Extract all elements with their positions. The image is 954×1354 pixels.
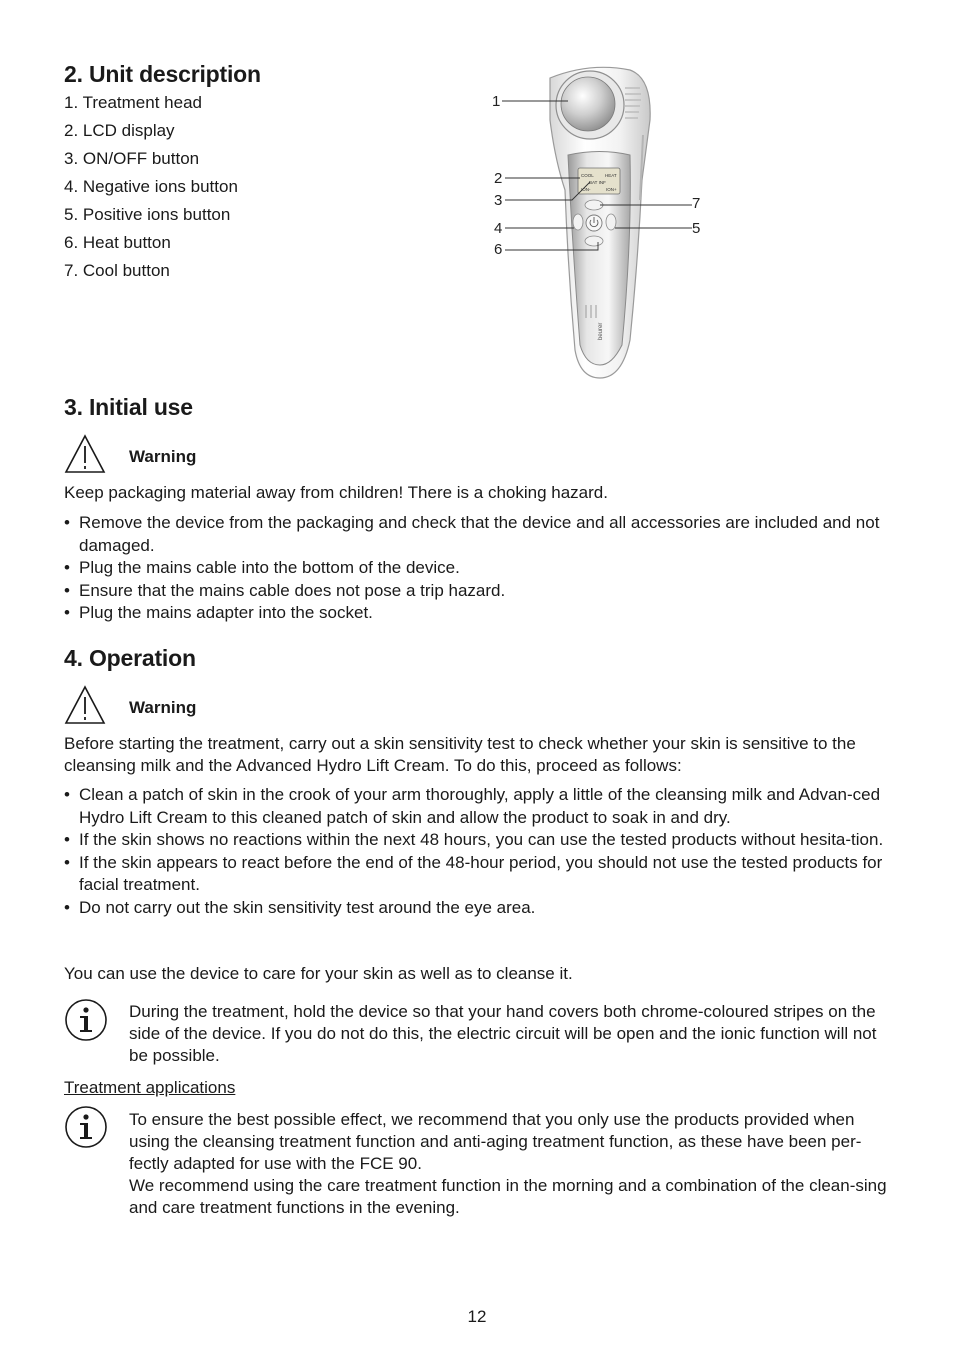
lcd-text: ION-	[581, 187, 591, 192]
info-icon	[64, 998, 108, 1042]
diagram-label: 7	[692, 195, 701, 212]
info-note: During the treatment, hold the device so that your hand covers both chrome-coloured stripes on the side of the device. If you do not do this, the electric circuit will be open and the ionic function will not be possible.	[129, 1002, 877, 1065]
unit-part-item: 1. Treatment head	[64, 93, 202, 112]
unit-part-item: 7. Cool button	[64, 261, 170, 280]
unit-part-item: 4. Negative ions button	[64, 177, 238, 196]
diagram-label: 5	[692, 220, 701, 237]
brand-logo-text: beurer	[598, 322, 604, 340]
unit-parts-list	[64, 92, 238, 288]
list-item: • Do not carry out the skin sensitivity test around the eye area.	[64, 897, 894, 920]
list-item: • If the skin appears to react before the end of the 48-hour period, you should not use the tested products for facial treatment.	[64, 852, 894, 897]
lcd-text: ION+	[606, 187, 617, 192]
diagram-label: 6	[494, 241, 503, 258]
list-item: • Plug the mains cable into the bottom of the device.	[64, 557, 894, 580]
list-item: • Remove the device from the packaging and check that the device and all accessories are included and not damaged.	[64, 512, 894, 557]
operation-bullets	[64, 784, 894, 919]
list-item: • Plug the mains adapter into the socket.	[64, 602, 894, 625]
unit-part-item: 2. LCD display	[64, 121, 175, 140]
warning-text: Keep packaging material away from children! There is a choking hazard.	[64, 483, 608, 502]
lcd-text: HEAT	[605, 173, 617, 178]
warning-label: Warning	[129, 698, 197, 717]
section-heading-unit-description: 2. Unit description	[64, 61, 261, 87]
info-icon	[64, 1105, 108, 1149]
section-heading-operation: 4. Operation	[64, 645, 196, 671]
warning-label: Warning	[129, 447, 197, 466]
list-item: • Clean a patch of skin in the crook of your arm thoroughly, apply a little of the cleansing milk and Advan-ced Hydro Lift Cream to this cleaned patch of skin and allow the product to soak in and dry.	[64, 784, 894, 829]
info-note	[129, 1109, 894, 1219]
treatment-head	[561, 77, 615, 131]
info-note-paragraph: To ensure the best possible effect, we recommend that you only use the products provided when using the cleansing treatment function and anti-aging treatment function, as these have been per-fectly adapted for use with the FCE 90.	[129, 1110, 862, 1173]
warning-triangle-icon	[64, 434, 106, 474]
positive-ions-button[interactable]	[606, 214, 616, 230]
unit-part-item: 3. ON/OFF button	[64, 149, 200, 168]
diagram-label: 3	[494, 192, 503, 209]
list-item: • If the skin shows no reactions within the next 48 hours, you can use the tested products without hesita-tion.	[64, 829, 894, 852]
list-item: • Ensure that the mains cable does not pose a trip hazard.	[64, 580, 894, 603]
diagram-label: 4	[494, 220, 503, 237]
lcd-text: COOL	[581, 173, 594, 178]
section-heading-initial-use: 3. Initial use	[64, 394, 193, 420]
diagram-label: 1	[492, 93, 501, 110]
heat-button[interactable]	[585, 236, 603, 246]
diagram-label: 2	[494, 170, 503, 187]
subheading-treatment-applications: Treatment applications	[64, 1078, 236, 1097]
unit-part-item: 5. Positive ions button	[64, 205, 231, 224]
page-number: 12	[467, 1307, 487, 1326]
device-diagram	[480, 60, 720, 385]
unit-part-item: 6. Heat button	[64, 233, 171, 252]
warning-text: Before starting the treatment, carry out a skin sensitivity test to check whether your skin is sensitive to the cleansing milk and the Advanced Hydro Lift Cream. To do this, proceed as follows:	[64, 734, 856, 775]
info-note-paragraph: We recommend using the care treatment function in the morning and a combination of the clean-sing and care treatment functions in the evening.	[129, 1176, 887, 1217]
initial-use-bullets	[64, 512, 894, 625]
lcd-text: BAT INF	[589, 180, 606, 185]
warning-triangle-icon	[64, 685, 106, 725]
negative-ions-button[interactable]	[573, 214, 583, 230]
care-text: You can use the device to care for your skin as well as to cleanse it.	[64, 964, 573, 983]
